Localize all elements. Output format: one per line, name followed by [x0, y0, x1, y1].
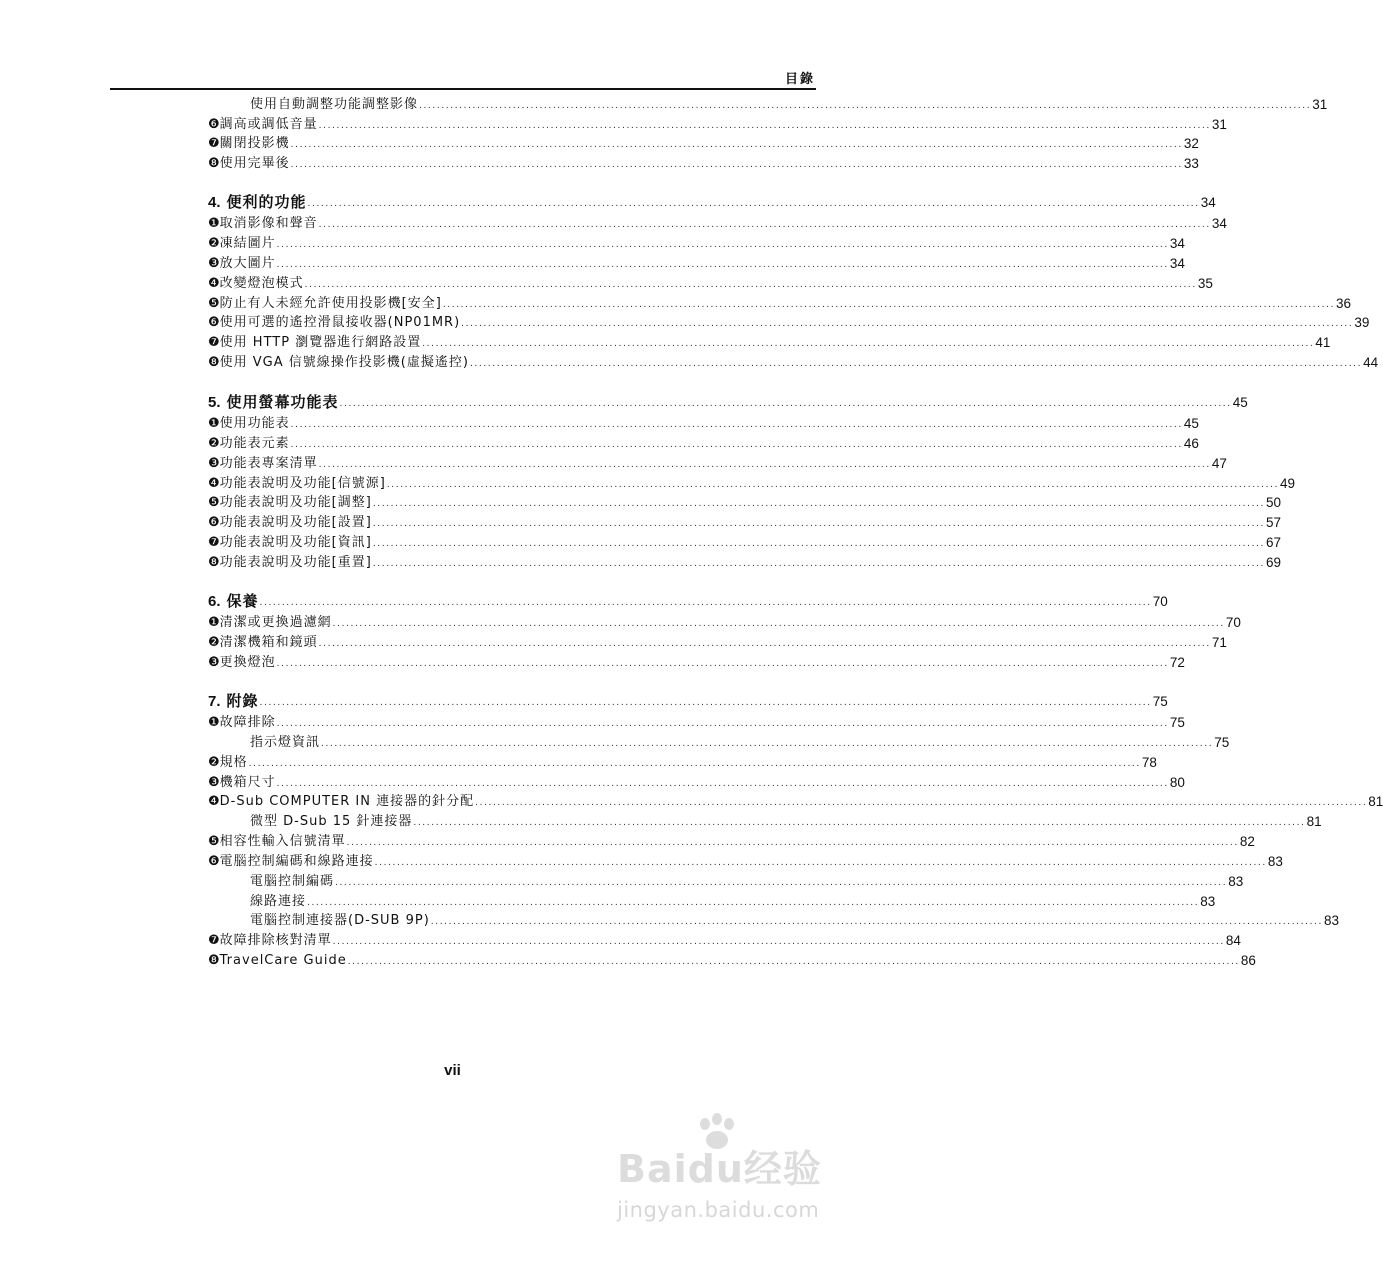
toc-entry[interactable]: ❹ D-Sub COMPUTER IN 連接器的針分配 ........................................................................................................................................................................................................ 81 [208, 794, 1383, 809]
toc-entry-label: 線路連接 [250, 894, 307, 909]
toc-entry-page: 34 [1169, 236, 1185, 251]
toc-entry-label: 放大圖片 [219, 256, 276, 271]
toc-entry-label: D-Sub COMPUTER IN 連接器的針分配 [219, 794, 475, 809]
toc-entry[interactable]: ❷ 功能表元素 ........................................................................................................................................................................................................ 46 [208, 436, 1199, 451]
bullet-8-icon: ❽ [208, 555, 220, 570]
toc-entry[interactable]: ❸ 放大圖片 ........................................................................................................................................................................................................ 34 [208, 256, 1185, 271]
toc-entry-label: 指示燈資訊 [250, 735, 321, 750]
bullet-3-icon: ❸ [208, 655, 220, 670]
bullet-4-icon: ❹ [208, 794, 220, 809]
baidu-watermark [617, 1138, 847, 1238]
bullet-1-icon: ❶ [208, 216, 220, 231]
toc-entry-label: 清潔或更換過濾網 [219, 615, 332, 630]
bullet-1-icon: ❶ [208, 715, 220, 730]
toc-entry-page: 46 [1183, 436, 1199, 451]
bullet-7-icon: ❼ [208, 933, 220, 948]
toc-entry-page: 78 [1141, 755, 1157, 770]
chapter-heading-4[interactable]: 4. 便利的功能 ........................................................................................................................................................................................................ 34 [208, 193, 1216, 211]
chapter-number: 7. [208, 693, 221, 710]
toc-entry[interactable]: ❽ 使用 VGA 信號線操作投影機(虛擬遙控) ........................................................................................................................................................................................................ 44 [208, 355, 1379, 370]
toc-entry-label: 微型 D-Sub 15 針連接器 [250, 814, 413, 829]
toc-entry-page: 83 [1228, 874, 1244, 889]
bullet-5-icon: ❺ [208, 495, 220, 510]
bullet-2-icon: ❷ [208, 755, 220, 770]
toc-entry[interactable]: ❹ 改變燈泡模式 ........................................................................................................................................................................................................ 35 [208, 276, 1213, 291]
chapter-heading-7[interactable]: 7. 附錄 ........................................................................................................................................................................................................ 75 [208, 692, 1168, 710]
toc-entry-page: 41 [1315, 335, 1331, 350]
chapter-heading-5[interactable]: 5. 使用螢幕功能表 ........................................................................................................................................................................................................ 45 [208, 393, 1248, 411]
toc-entry[interactable]: ❽ 功能表說明及功能[重置] ........................................................................................................................................................................................................ 69 [208, 555, 1282, 570]
toc-entry-page: 57 [1265, 515, 1282, 530]
toc-entry[interactable]: ❼ 故障排除核對清單 ........................................................................................................................................................................................................ 84 [208, 933, 1241, 948]
page-number: vii [444, 1062, 461, 1079]
toc-entry-label: 清潔機箱和鏡頭 [219, 635, 318, 650]
toc-entry-page: 72 [1169, 655, 1185, 670]
toc-entry-label: 電腦控制編碼 [250, 874, 335, 889]
toc-entry-page: 49 [1279, 476, 1296, 491]
bullet-6-icon: ❻ [208, 117, 220, 132]
toc-entry[interactable]: ❼ 功能表說明及功能[資訊] ........................................................................................................................................................................................................ 67 [208, 535, 1282, 550]
toc-entry[interactable]: ❶ 使用功能表 ........................................................................................................................................................................................................ 45 [208, 416, 1199, 431]
toc-entry[interactable]: ❹ 功能表說明及功能[信號源] ........................................................................................................................................................................................................ 49 [208, 476, 1296, 491]
bullet-3-icon: ❸ [208, 456, 220, 471]
toc-entry-page: 34 [1169, 256, 1185, 271]
toc-entry-page: 67 [1265, 535, 1282, 550]
toc-entry-label: 更換燈泡 [219, 655, 276, 670]
toc-entry-label: 功能表元素 [219, 436, 290, 451]
toc-entry-label: 電腦控制編碼和線路連接 [219, 854, 374, 869]
toc-entry-label: 關閉投影機 [219, 136, 290, 151]
bullet-6-icon: ❻ [208, 515, 220, 530]
bullet-8-icon: ❽ [208, 156, 220, 171]
toc-entry-label: 故障排除核對清單 [219, 933, 332, 948]
toc-entry-label: 功能表說明及功能[重置] [219, 555, 372, 570]
toc-entry-page: 36 [1335, 296, 1352, 311]
chapter-title: 使用螢幕功能表 [226, 393, 339, 411]
bullet-6-icon: ❻ [208, 315, 220, 330]
toc-entry-page: 84 [1225, 933, 1241, 948]
toc-entry[interactable]: ❺ 防止有人未經允許使用投影機[安全] ........................................................................................................................................................................................................ 36 [208, 296, 1352, 311]
toc-entry[interactable]: ❼ 關閉投影機 ........................................................................................................................................................................................................ 32 [208, 136, 1199, 151]
toc-entry[interactable]: ❻ 使用可選的遙控滑鼠接收器(NP01MR) ........................................................................................................................................................................................................ 39 [208, 315, 1370, 330]
toc-entry-page: 45 [1183, 416, 1199, 431]
toc-entry-label: TravelCare Guide [219, 953, 347, 968]
toc-entry[interactable]: 電腦控制連接器(D-SUB 9P) ........................................................................................................................................................................................................ 83 [250, 913, 1339, 928]
toc-entry-label: 防止有人未經允許使用投影機[安全] [219, 296, 442, 311]
toc-entry-page: 45 [1232, 395, 1248, 410]
bullet-5-icon: ❺ [208, 834, 220, 849]
chapter-number: 6. [208, 593, 221, 610]
toc-entry-page: 34 [1200, 195, 1216, 210]
chapter-number: 5. [208, 394, 221, 411]
bullet-4-icon: ❹ [208, 476, 220, 491]
bullet-1-icon: ❶ [208, 615, 220, 630]
bullet-8-icon: ❽ [208, 953, 220, 968]
bullet-5-icon: ❺ [208, 296, 220, 311]
toc-entry-label: 規格 [219, 755, 248, 770]
toc-entry-label: 功能表說明及功能[設置] [219, 515, 372, 530]
toc-entry-label: 機箱尺寸 [219, 775, 276, 790]
toc-entry-page: 81 [1368, 794, 1383, 809]
toc-entry[interactable]: ❷ 清潔機箱和鏡頭 ........................................................................................................................................................................................................ 71 [208, 635, 1227, 650]
toc-entry[interactable]: ❷ 規格 ........................................................................................................................................................................................................ 78 [208, 755, 1157, 770]
bullet-2-icon: ❷ [208, 236, 220, 251]
bullet-6-icon: ❻ [208, 854, 220, 869]
watermark-url: jingyan.baidu.com [617, 1198, 820, 1222]
toc-entry-page: 31 [1211, 117, 1227, 132]
watermark-logo-text: Baidu经验 [617, 1147, 822, 1191]
toc-entry-label: 使用可選的遙控滑鼠接收器(NP01MR) [219, 315, 461, 330]
toc-entry[interactable]: ❸ 功能表專案清單 ........................................................................................................................................................................................................ 47 [208, 456, 1227, 471]
bullet-8-icon: ❽ [208, 355, 220, 370]
toc-entry-page: 34 [1211, 216, 1227, 231]
toc-entry-page: 81 [1306, 814, 1322, 829]
page-header-title: 目錄 [784, 72, 815, 87]
bullet-7-icon: ❼ [208, 535, 220, 550]
toc-entry-page: 39 [1354, 315, 1370, 330]
toc-entry-page: 80 [1169, 775, 1185, 790]
toc-entry[interactable]: 線路連接 ........................................................................................................................................................................................................ 83 [250, 894, 1216, 909]
toc-entry[interactable]: ❶ 故障排除 ........................................................................................................................................................................................................ 75 [208, 715, 1185, 730]
chapter-heading-6[interactable]: 6. 保養 ........................................................................................................................................................................................................ 70 [208, 592, 1168, 610]
toc-entry-label: 功能表說明及功能[信號源] [219, 476, 386, 491]
toc-entry-label: 使用自動調整功能調整影像 [250, 97, 419, 112]
chapter-title: 保養 [226, 592, 259, 610]
chapter-title: 便利的功能 [226, 193, 307, 211]
toc-entry-page: 86 [1240, 953, 1256, 968]
toc-entry-label: 調高或調低音量 [219, 117, 318, 132]
toc-entry[interactable]: ❶ 清潔或更換過濾網 ........................................................................................................................................................................................................ 70 [208, 615, 1241, 630]
toc-entry[interactable]: ❶ 取消影像和聲音 ........................................................................................................................................................................................................ 34 [208, 216, 1227, 231]
toc-entry[interactable]: ❼ 使用 HTTP 瀏覽器進行網路設置 ........................................................................................................................................................................................................ 41 [208, 335, 1331, 350]
bullet-1-icon: ❶ [208, 416, 220, 431]
bullet-4-icon: ❹ [208, 276, 220, 291]
toc-entry-page: 69 [1265, 555, 1282, 570]
toc-entry[interactable]: 指示燈資訊 ........................................................................................................................................................................................................ 75 [250, 735, 1230, 750]
bullet-2-icon: ❷ [208, 635, 220, 650]
toc-entry-page: 33 [1183, 156, 1199, 171]
toc-entry-label: 電腦控制連接器(D-SUB 9P) [250, 913, 430, 928]
toc-entry-page: 71 [1211, 635, 1227, 650]
toc-entry-page: 47 [1211, 456, 1227, 471]
toc-entry-label: 改變燈泡模式 [219, 276, 304, 291]
toc-entry-label: 功能表說明及功能[調整] [219, 495, 372, 510]
toc-entry-page: 82 [1239, 834, 1255, 849]
toc-entry-page: 50 [1265, 495, 1282, 510]
bullet-2-icon: ❷ [208, 436, 220, 451]
toc-entry-label: 相容性輸入信號清單 [219, 834, 346, 849]
toc-entry[interactable]: 使用自動調整功能調整影像 ........................................................................................................................................................................................................ 31 [250, 97, 1328, 112]
toc-entry[interactable]: ❺ 功能表說明及功能[調整] ........................................................................................................................................................................................................ 50 [208, 495, 1282, 510]
bullet-7-icon: ❼ [208, 335, 220, 350]
toc-entry-label: 功能表說明及功能[資訊] [219, 535, 372, 550]
toc-entry-label: 使用完畢後 [219, 156, 290, 171]
chapter-number: 4. [208, 194, 221, 211]
toc-entry[interactable]: ❸ 更換燈泡 ........................................................................................................................................................................................................ 72 [208, 655, 1185, 670]
chapter-title: 附錄 [226, 692, 259, 710]
toc-entry-page: 35 [1197, 276, 1213, 291]
toc-entry-page: 70 [1225, 615, 1241, 630]
toc-entry[interactable]: ❷ 凍結圖片 ........................................................................................................................................................................................................ 34 [208, 236, 1185, 251]
bullet-7-icon: ❼ [208, 136, 220, 151]
toc-entry-page: 75 [1152, 694, 1168, 709]
toc-entry-page: 44 [1363, 355, 1379, 370]
toc-entry-label: 使用 HTTP 瀏覽器進行網路設置 [219, 335, 422, 350]
toc-entry[interactable]: ❻ 功能表說明及功能[設置] ........................................................................................................................................................................................................ 57 [208, 515, 1282, 530]
toc-entry[interactable]: 微型 D-Sub 15 針連接器 ........................................................................................................................................................................................................ 81 [250, 814, 1322, 829]
toc-entry-label: 凍結圖片 [219, 236, 276, 251]
toc-entry[interactable]: ❽ 使用完畢後 ........................................................................................................................................................................................................ 33 [208, 156, 1199, 171]
toc-entry-page: 83 [1200, 894, 1216, 909]
toc-entry-page: 32 [1183, 136, 1199, 151]
toc-entry-page: 31 [1312, 97, 1328, 112]
toc-entry-label: 功能表專案清單 [219, 456, 318, 471]
toc-entry-page: 83 [1323, 913, 1339, 928]
toc-entry-label: 使用 VGA 信號線操作投影機(虛擬遙控) [219, 355, 469, 370]
toc-entry-label: 故障排除 [219, 715, 276, 730]
bullet-3-icon: ❸ [208, 256, 220, 271]
toc-entry[interactable]: 電腦控制編碼 ........................................................................................................................................................................................................ 83 [250, 874, 1244, 889]
toc-entry[interactable]: ❽ TravelCare Guide ........................................................................................................................................................................................................ 86 [208, 953, 1256, 968]
toc-entry[interactable]: ❸ 機箱尺寸 ........................................................................................................................................................................................................ 80 [208, 775, 1185, 790]
toc-entry-page: 70 [1152, 594, 1168, 609]
toc-entry-page: 75 [1214, 735, 1230, 750]
bullet-3-icon: ❸ [208, 775, 220, 790]
toc-entry[interactable]: ❻ 調高或調低音量 ........................................................................................................................................................................................................ 31 [208, 117, 1227, 132]
toc-entry-label: 取消影像和聲音 [219, 216, 318, 231]
toc-entry-page: 83 [1267, 854, 1283, 869]
toc-entry-page: 75 [1169, 715, 1185, 730]
toc-entry-label: 使用功能表 [219, 416, 290, 431]
toc-entry[interactable]: ❻ 電腦控制編碼和線路連接 ........................................................................................................................................................................................................ 83 [208, 854, 1283, 869]
toc-entry[interactable]: ❺ 相容性輸入信號清單 ........................................................................................................................................................................................................ 82 [208, 834, 1255, 849]
